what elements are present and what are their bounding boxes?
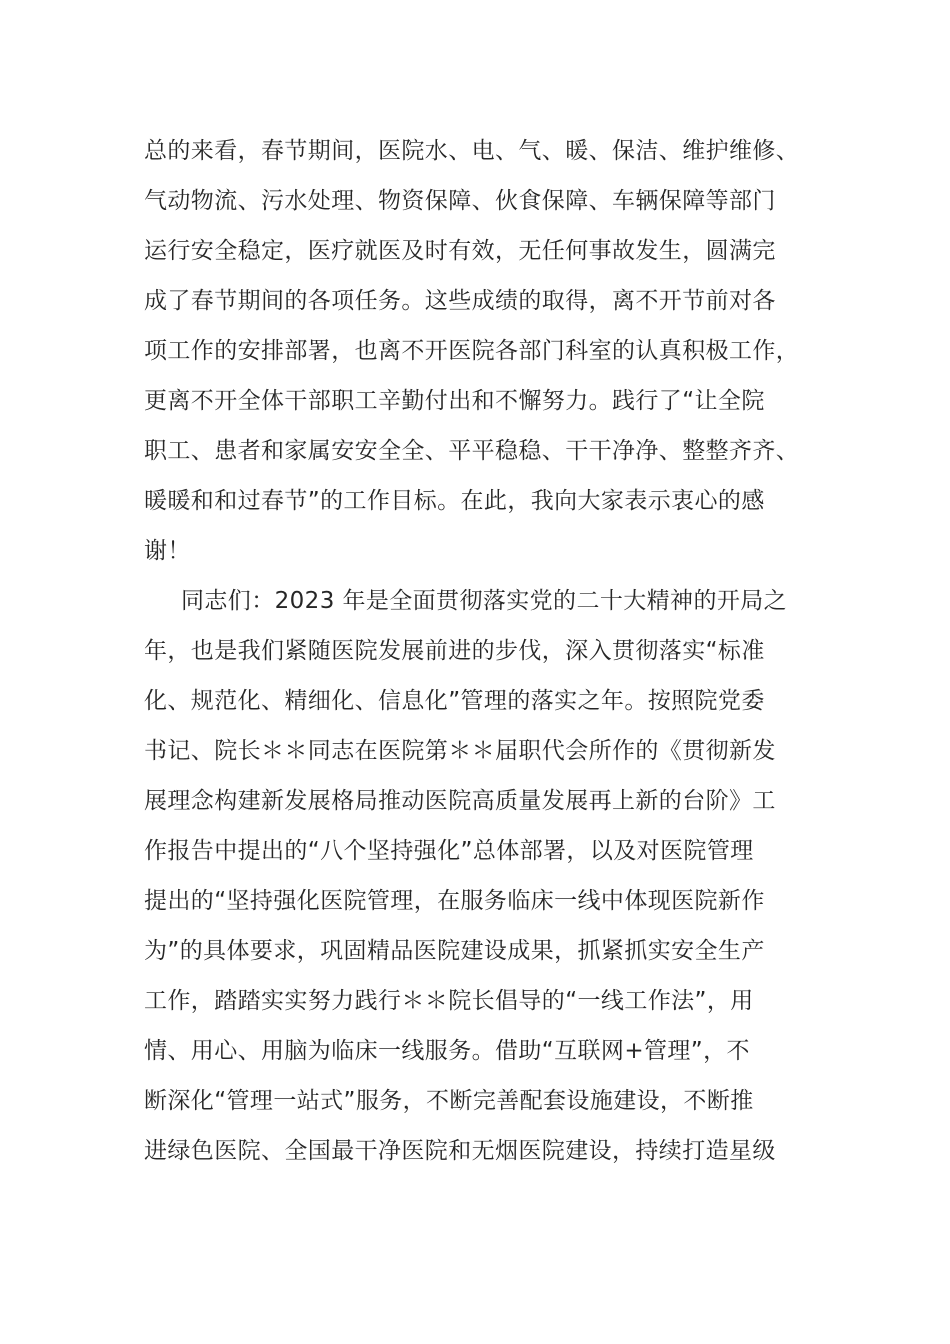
text-line: 谢！ [144, 538, 191, 564]
text-line: 情、用心、用脑为临床一线服务。借助“互联网+管理”，不 [144, 1038, 750, 1064]
text-line: 提出的“坚持强化医院管理，在服务临床一线中体现医院新作 [144, 888, 765, 914]
paragraph-start-line: 同志们：2023 年是全面贯彻落实党的二十大精神的开局之 [181, 588, 788, 614]
text-line: 年，也是我们紧随医院发展前进的步伐，深入贯彻落实“标准 [144, 638, 765, 664]
text-line: 更离不开全体干部职工辛勤付出和不懈努力。践行了“让全院 [144, 388, 765, 414]
text-line: 成了春节期间的各项任务。这些成绩的取得，离不开节前对各 [144, 288, 776, 314]
text-line: 进绿色医院、全国最干净医院和无烟医院建设，持续打造星级 [144, 1138, 776, 1164]
text-line: 暖暖和和过春节”的工作目标。在此，我向大家表示衷心的感 [144, 488, 765, 514]
text-line: 化、规范化、精细化、信息化”管理的落实之年。按照院党委 [144, 688, 765, 714]
text-line: 职工、患者和家属安安全全、平平稳稳、干干净净、整整齐齐、 [144, 438, 800, 464]
text-line: 项工作的安排部署，也离不开医院各部门科室的认真积极工作， [144, 338, 800, 364]
text-line: 运行安全稳定，医疗就医及时有效，无任何事故发生，圆满完 [144, 238, 776, 264]
text-line: 书记、院长＊＊同志在医院第＊＊届职代会所作的《贯彻新发 [144, 738, 776, 764]
text-line: 气动物流、污水处理、物资保障、伙食保障、车辆保障等部门 [144, 188, 776, 214]
text-line: 作报告中提出的“八个坚持强化”总体部署，以及对医院管理 [144, 838, 754, 864]
text-line: 工作，踏踏实实努力践行＊＊院长倡导的“一线工作法”，用 [144, 988, 754, 1014]
text-line: 断深化“管理一站式”服务，不断完善配套设施建设，不断推 [144, 1088, 754, 1114]
text-line: 展理念构建新发展格局推动医院高质量发展再上新的台阶》工 [144, 788, 776, 814]
text-line: 总的来看，春节期间，医院水、电、气、暖、保洁、维护维修、 [144, 138, 800, 164]
text-line: 为”的具体要求，巩固精品医院建设成果，抓紧抓实安全生产 [144, 938, 765, 964]
body-text [144, 126, 824, 1176]
